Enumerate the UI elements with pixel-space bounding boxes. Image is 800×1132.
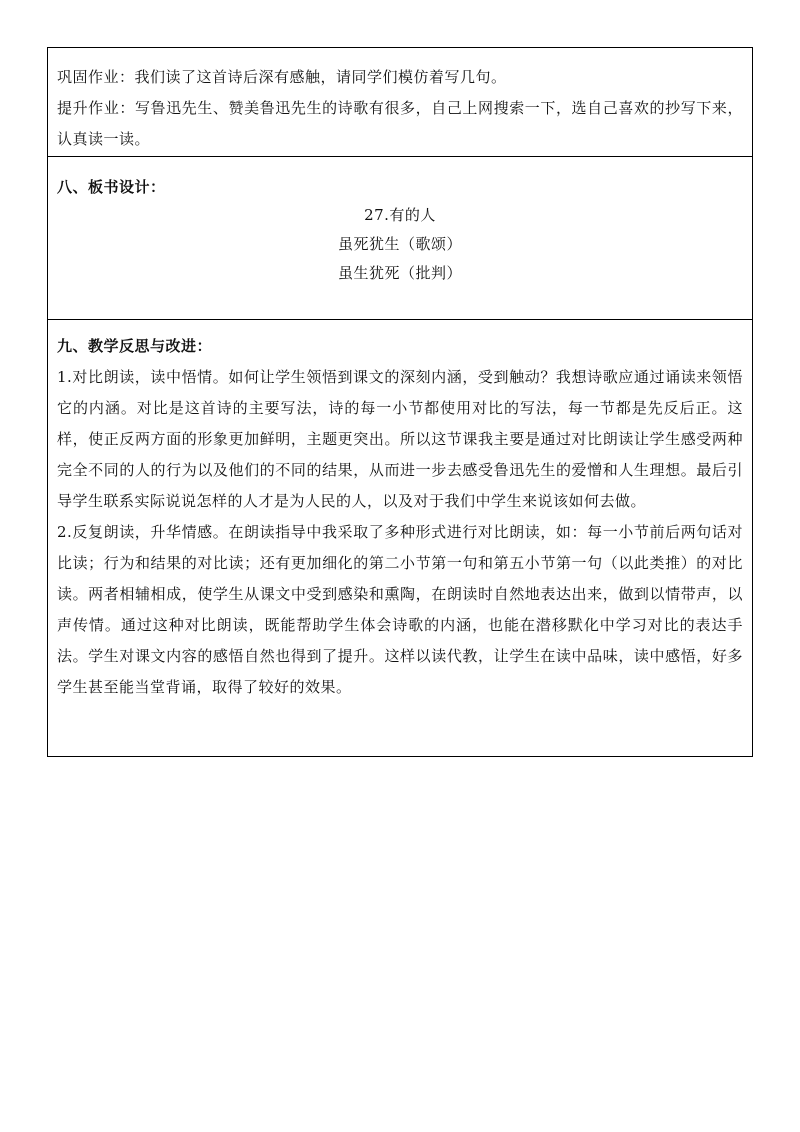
board-line-title: 27.有的人	[364, 206, 436, 224]
reflection-section	[48, 319, 752, 756]
reflection-paragraph-1: 1.对比朗读，读中悟情。如何让学生领悟到课文的深刻内涵，受到触动？我想诗歌应通过诵读来领悟它的内涵。对比是这首诗的主要写法，诗的每一小节都使用对比的写法，每一节都是先反后正。这样，使正反两方面的形象更加鲜明，主题更突出。所以这节课我主要是通过对比朗读让学生感受两种完全不同的人的行为以及他们的不同的结果，从而进一步去感受鲁迅先生的爱憎和人生理想。最后引导学生联系实际说说怎样的人才是为人民的人，以及对于我们中学生来说该如何去做。	[57, 368, 743, 510]
board-design-content	[57, 201, 743, 288]
board-design-section	[48, 156, 752, 319]
reflection-body	[57, 362, 743, 703]
homework-section	[48, 48, 752, 156]
board-design-heading: 八、板书设计：	[57, 178, 166, 196]
board-line-praise: 虽死犹生（歌颂）	[337, 235, 462, 253]
consolidation-homework: 巩固作业：我们读了这首诗后深有感触，请同学们模仿着写几句。	[57, 68, 507, 86]
reflection-heading: 九、教学反思与改进：	[57, 337, 213, 355]
extension-homework: 提升作业：写鲁迅先生、赞美鲁迅先生的诗歌有很多，自己上网搜索一下，选自己喜欢的抄写下来，认真读一读。	[57, 99, 743, 148]
board-line-criticism: 虽生犹死（批判）	[337, 264, 462, 282]
reflection-paragraph-2: 2.反复朗读，升华情感。在朗读指导中我采取了多种形式进行对比朗读，如：每一小节前后两句话对比读；行为和结果的对比读；还有更加细化的第二小节第一句和第五小节第一句（以此类推）的对比读。两者相辅相成，使学生从课文中受到感染和熏陶，在朗读时自然地表达出来，做到以情带声，以声传情。通过这种对比朗读，既能帮助学生体会诗歌的内涵，也能在潜移默化中学习对比的表达手法。学生对课文内容的感悟自然也得到了提升。这样以读代教，让学生在读中品味，读中感悟，好多学生甚至能当堂背诵，取得了较好的效果。	[57, 523, 743, 696]
lesson-plan-table	[47, 47, 753, 757]
